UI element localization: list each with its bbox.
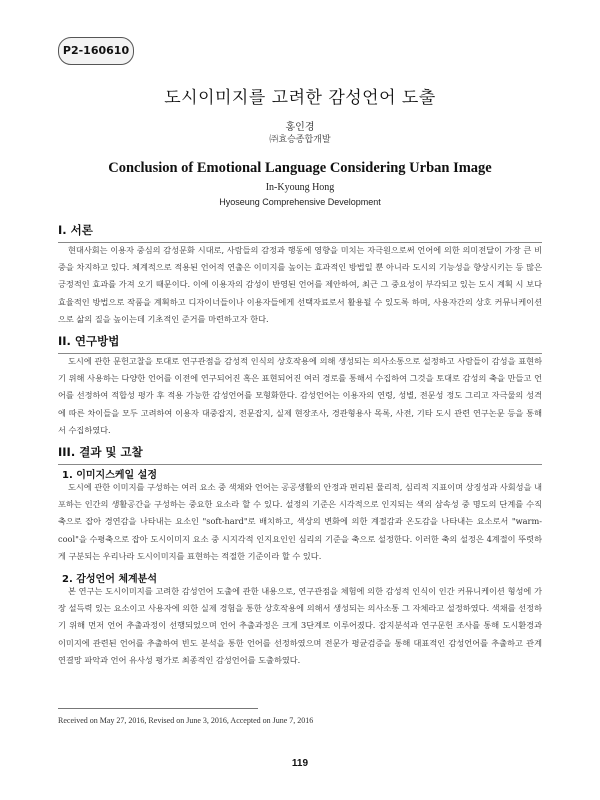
page-title-korean: 도시이미지를 고려한 감성언어 도출 [164, 88, 436, 108]
received-date-footnote: Received on May 27, 2016, Revised on June 3, 2016, Accepted on June 7, 2016 [58, 716, 314, 725]
method-paragraph: 도시에 관한 문헌고찰을 토대로 연구관점을 감성적 인식의 상호작용에 의해 생성되는 의사소통으로 설정하고 사람들이 감성을 표현하기 위해 사용하는 다양한 언어를 이전에 연구되어진 혹은 표현되어진 여러 경로를 통해서 수집하여 그것을 토대로 감성의 축을 만들고 언어를 선정하여 적합성 평가 후 적용 가능한 감성언어를 모형화한다. 감성언어는 이용자의 연령, 성별, 전문성 정도 그리고 자극물의 성격에 따른 차이들을 모두 고려하여 이용자 대중잡지, 전문잡지, 실제 현장조사, 경관형용사 목록, 사전, 기타 도시 관련 연구논문 등을 통해서 수집하였다. [58, 356, 542, 435]
language-analysis-paragraph: 본 연구는 도시이미지를 고려한 감성언어 도출에 관한 내용으로, 연구관점을 체험에 의한 감성적 인식이 인간 커뮤니케이션 형성에 가장 설득력 있는 요소이고 사용자에 의한 실제 경험을 통한 상호작용에 의해서 생성되는 의사소통 그 자체라고 설정하였다. 색채를 선정하기 위해 먼저 언어 추출과정이 선행되었으며 언어 추출과정은 크게 3단계로 이루어졌다. 잡지분석과 연구문헌 조사를 통해 도시환경과 이미지에 관련된 언어를 추출하여 빈도 분석을 통한 언어를 선정하였으며 전문가 평균검증을 통해 대표적인 감성언어를 추출하고 관계 연결망 파악과 언어 유사성 평가로 최종적인 감성언어를 도출하였다. [58, 586, 542, 665]
subsection-heading-language-analysis: 2. 감성언어 체계분석 [62, 574, 157, 585]
image-scale-paragraph: 도시에 관한 이미지를 구성하는 여러 요소 중 색채와 언어는 공공생활의 안정과 편리된 물리적, 심리적 지표이며 상징성과 사회성을 내포하는 인간의 생활공간을 구성하는 중요한 요소라 할 수 있다. 설정의 기준은 시각적으로 인지되는 색의 삼속성 중 명도의 단계를 수직축으로 잡아 경연감을 나타내는 요소인 "soft-hard"로 배치하고, 색상의 변화에 의한 계절감과 온도감을 나타내는 요소로서 "warm-cool"을 수평축으로 잡아 도시이미지 요소 중 시지각적 인지요인인 심리의 기준을 축으로 설정한다. 이러한 축의 설정은 4계절이 뚜렷하게 구분되는 우리나라 도시이미지를 표현하는 적절한 기준이라 할 수 있다. [58, 482, 542, 561]
author-korean: 홍인경 [285, 122, 315, 133]
section-heading-intro: I. 서론 [58, 222, 542, 243]
page-title-english: Conclusion of Emotional Language Considering Urban Image [108, 160, 492, 176]
page-number: 119 [291, 758, 309, 769]
footnote-divider [58, 708, 258, 709]
affiliation-korean: ㈜효승종합개발 [269, 135, 331, 145]
author-english: In-Kyoung Hong [265, 182, 335, 193]
paper-id-badge: P2-160610 [58, 37, 134, 65]
section-heading-method: II. 연구방법 [58, 333, 542, 354]
intro-paragraph: 현대사회는 이용자 중심의 감성문화 시대로, 사람들의 감정과 행동에 영향을 미치는 자극원으로써 언어에 의한 의미전달이 가장 큰 비중을 차지하고 있다. 체계적으로 적용된 언어적 연출은 이미지를 높이는 효과적인 방법일 뿐 아니라 도시의 기능성을 향상시키는 등 많은 긍정적인 효과를 가져 오기 때문이다. 이에 이용자의 감성이 반영된 언어를 제안하여, 최근 그 중요성이 부각되고 있는 도시 계획 시 보다 효율적인 방법으로 작품을 계획하고 디자이너들이나 이용자들에게 선택자료로서 활용될 수 있도록 하며, 사용자간의 상호 커뮤니케이션으로 삶의 질을 높이는데 기초적인 준거를 마련하고자 한다. [58, 245, 542, 324]
subsection-heading-image-scale: 1. 이미지스케일 설정 [62, 470, 157, 481]
affiliation-english: Hyoseung Comprehensive Development [219, 197, 381, 207]
section-heading-results: III. 결과 및 고찰 [58, 444, 542, 465]
